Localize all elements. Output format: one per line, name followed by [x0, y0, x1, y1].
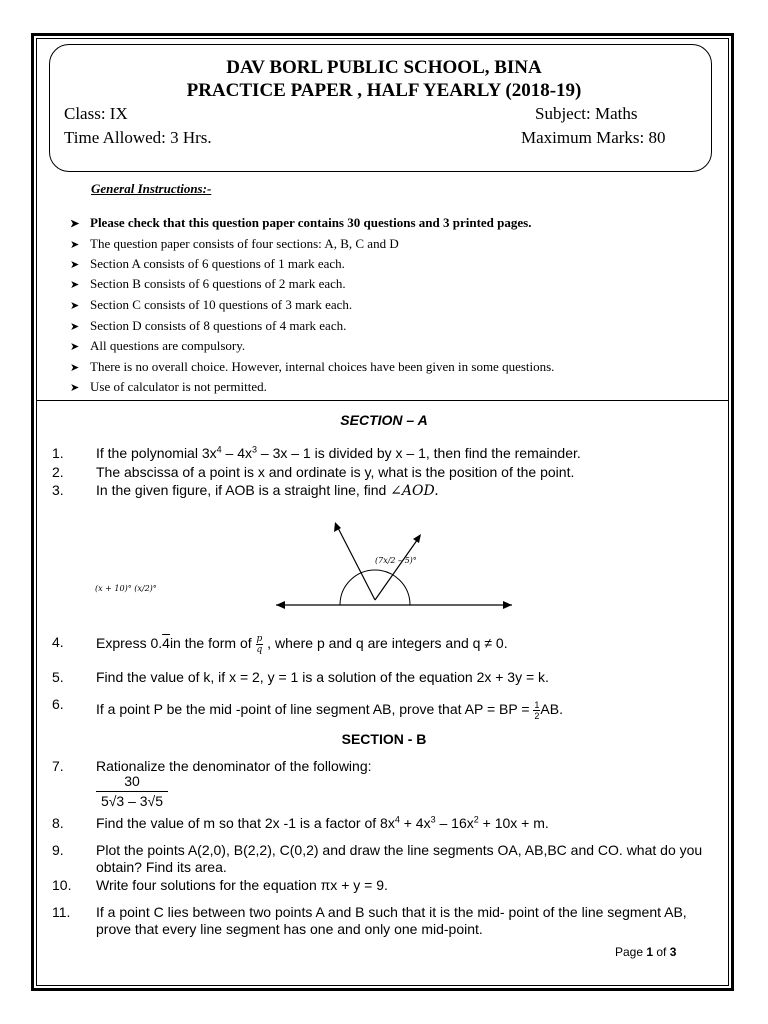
paper-title: PRACTICE PAPER , HALF YEARLY (2018-19) — [186, 80, 582, 101]
section-a-title: SECTION – A — [340, 412, 428, 428]
arrow-bullet-icon: ➤ — [70, 259, 80, 271]
figure-label-right: (7x/2 – 5)° — [375, 556, 417, 565]
page-number: Page 1 of 3 — [615, 945, 677, 959]
question-number: 8. — [52, 815, 64, 831]
question-11-text: If a point C lies between two points A and B such that it is the mid- point of the line segment AB, prove that every line segment has one and only one mid-point. — [96, 904, 687, 937]
time-allowed-label: Time Allowed: 3 Hrs. — [64, 128, 212, 147]
instruction-item: ➤ Section A consists of 6 questions of 1 mark each. — [70, 256, 345, 271]
school-name: DAV BORL PUBLIC SCHOOL, BINA — [226, 57, 542, 78]
instruction-item: ➤ There is no overall choice. However, internal choices have been given in some questions. — [70, 359, 555, 374]
question-5-text: Find the value of k, if x = 2, y = 1 is a solution of the equation 2x + 3y = k. — [96, 669, 549, 685]
question-2-text: The abscissa of a point is x and ordinate is y, what is the position of the point. — [96, 464, 575, 480]
arrow-bullet-icon: ➤ — [70, 362, 80, 374]
arrow-bullet-icon: ➤ — [70, 239, 80, 251]
subject-label: Subject: Maths — [535, 104, 638, 123]
question-number: 5. — [52, 669, 64, 685]
question-number: 4. — [52, 634, 64, 650]
ray-right — [375, 536, 420, 600]
question-number: 7. — [52, 758, 64, 774]
question-number: 6. — [52, 696, 64, 712]
question-7-fraction: $\frac{30}{5√3 - 3√5}$ — [96, 773, 168, 809]
maximum-marks-label: Maximum Marks: 80 — [521, 128, 666, 147]
instruction-item: ➤ All questions are compulsory. — [70, 338, 246, 353]
question-6-text: If a point P be the mid -point of line segment AB, prove that AP = BP = $\frac{1}{2}$ AB. — [96, 700, 563, 721]
instruction-item: ➤ Section C consists of 10 questions of 3 mark each. — [70, 297, 353, 312]
question-number: 2. — [52, 464, 64, 480]
arrow-bullet-icon: ➤ — [70, 279, 80, 291]
arrowhead-ray-right — [413, 534, 421, 543]
arrow-bullet-icon: ➤ — [70, 218, 80, 230]
instructions-title: General Instructions:- — [91, 181, 212, 196]
question-number: 11. — [52, 904, 71, 920]
instruction-item: ➤ Section B consists of 6 questions of 2 mark each. — [70, 276, 346, 291]
question-3-text: In the given figure, if AOB is a straight line, find ∠AOD. — [96, 482, 439, 499]
arrow-bullet-icon: ➤ — [70, 321, 80, 333]
question-number: 1. — [52, 445, 64, 461]
question-number: 10. — [52, 877, 72, 893]
question-10-text: Write four solutions for the equation πx + y = 9. — [96, 877, 388, 893]
instruction-item: ➤ Section D consists of 8 questions of 4 mark each. — [70, 318, 347, 333]
instruction-item: ➤ The question paper consists of four sections: A, B, C and D — [70, 236, 399, 251]
arrow-bullet-icon: ➤ — [70, 382, 80, 394]
arrowhead-left — [276, 601, 285, 609]
arrow-bullet-icon: ➤ — [70, 300, 80, 312]
question-9-text: Plot the points A(2,0), B(2,2), C(0,2) and draw the line segments OA, AB,BC and CO. what do you obtain? Find its area. — [96, 842, 703, 875]
class-label: Class: IX — [64, 104, 128, 123]
instruction-item: ➤ Use of calculator is not permitted. — [70, 379, 267, 394]
arrowhead-right — [503, 601, 512, 609]
question-4-text: Express 0.4in the form of $\frac{p}{q}$ , where p and q are integers and q ≠ 0. — [96, 634, 508, 655]
question-number: 3. — [52, 482, 64, 498]
figure-label-left: (x + 10)° (x/2)° — [95, 584, 157, 593]
question-number: 9. — [52, 842, 64, 858]
question-7-text: Rationalize the denominator of the following: — [96, 758, 372, 774]
instruction-item: ➤ Please check that this question paper contains 30 questions and 3 printed pages. — [70, 215, 532, 230]
ray-left — [336, 524, 375, 600]
section-b-title: SECTION - B — [341, 731, 427, 747]
arrow-bullet-icon: ➤ — [70, 341, 80, 353]
question-8-text: Find the value of m so that 2x -1 is a factor of $8x^4 + 4x^3 - 16x^2 + 10x + m$. — [96, 814, 549, 831]
question-1-text: If the polynomial $3x^4 - 4x^3 - 3x - 1$ is divided by x – 1, then find the remainder. — [96, 444, 581, 461]
